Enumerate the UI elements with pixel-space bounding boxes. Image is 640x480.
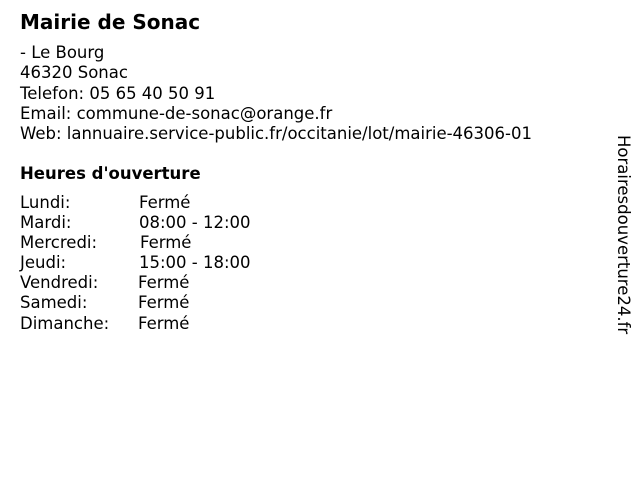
hours-day: Dimanche: xyxy=(20,313,110,333)
address-block xyxy=(20,43,532,144)
hours-day: Samedi: xyxy=(20,293,88,313)
hours-day: Vendredi: xyxy=(20,273,99,293)
hours-value: Fermé xyxy=(140,233,192,253)
address-street: - Le Bourg xyxy=(20,43,105,62)
address-city: 46320 Sonac xyxy=(20,63,128,83)
hours-value: Fermé xyxy=(138,273,190,293)
hours-value: Fermé xyxy=(138,293,190,313)
hours-day: Mardi: xyxy=(20,213,72,233)
hours-day: Lundi: xyxy=(20,193,71,212)
hours-value: Fermé xyxy=(138,313,190,333)
page-title: Mairie de Sonac xyxy=(20,10,201,34)
hours-value: 08:00 - 12:00 xyxy=(139,213,251,233)
hours-value: Fermé xyxy=(139,193,191,212)
hours-day: Jeudi: xyxy=(20,253,67,273)
address-phone: Telefon: 05 65 40 50 91 xyxy=(20,83,216,103)
address-email: Email: commune-de-sonac@orange.fr xyxy=(20,103,333,123)
hours-heading: Heures d'ouverture xyxy=(20,164,201,183)
hours-day: Mercredi: xyxy=(20,233,98,253)
site-brand: Horairesdouverture24.fr xyxy=(614,135,633,335)
hours-value: 15:00 - 18:00 xyxy=(139,253,251,273)
address-web: Web: lannuaire.service-public.fr/occitanie/lot/mairie-46306-01 xyxy=(20,124,532,144)
